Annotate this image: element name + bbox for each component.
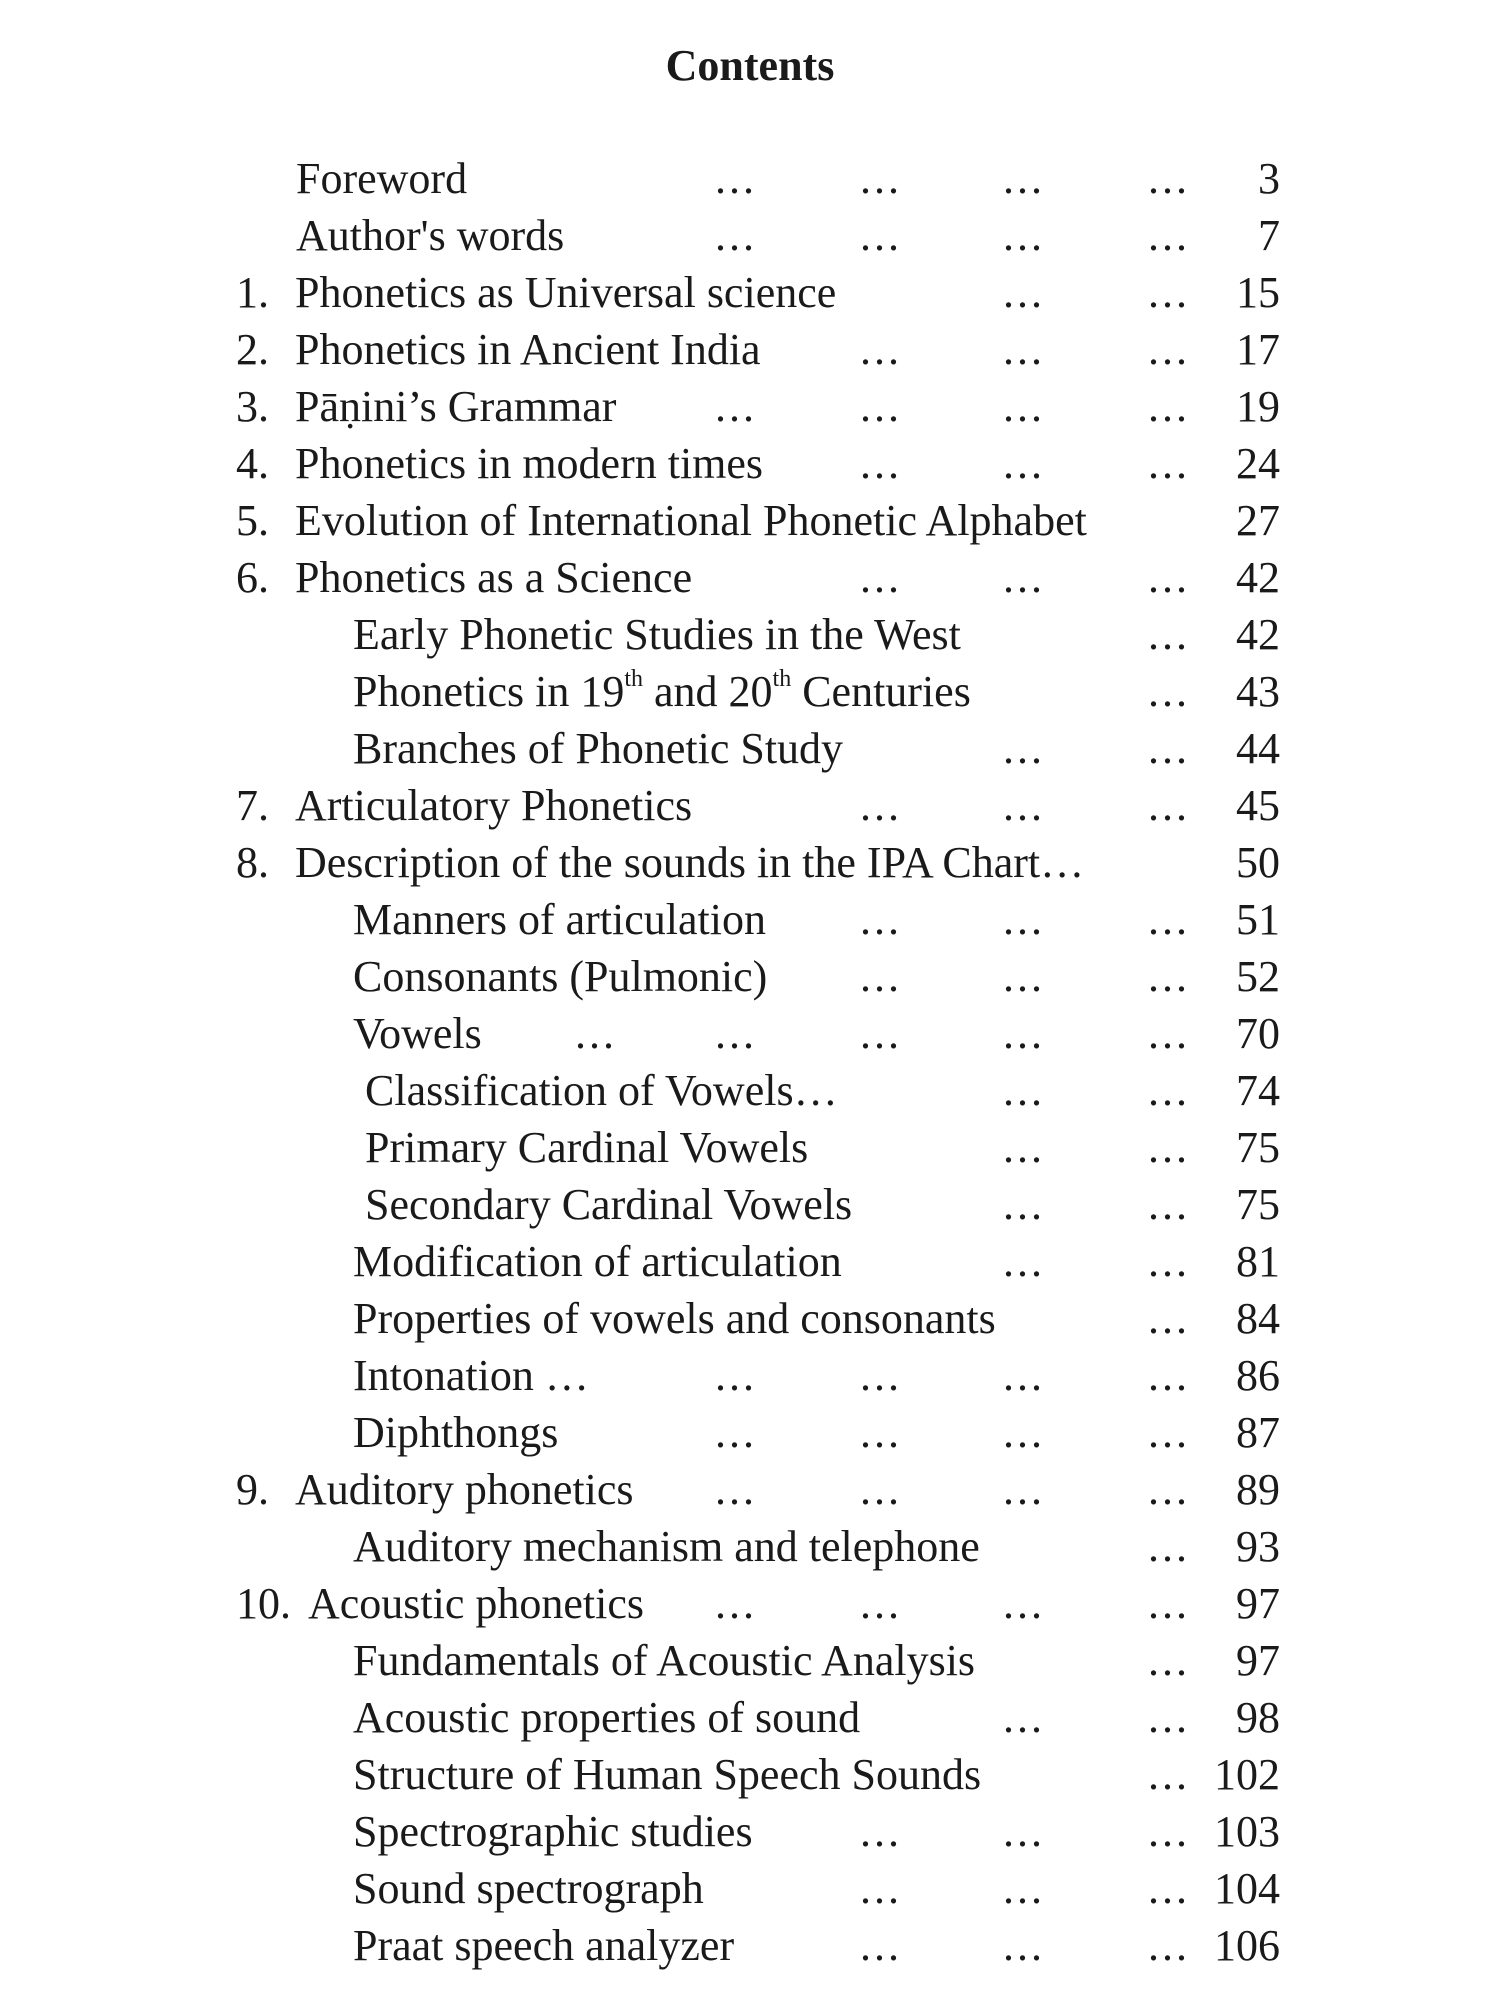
toc-entry-title: Branches of Phonetic Study <box>353 724 844 773</box>
dot-leader: ... <box>1003 1009 1045 1058</box>
dot-leader: ... <box>860 154 902 203</box>
toc-entry <box>0 1062 1500 1119</box>
dot-leader: ... <box>1148 1066 1190 1115</box>
toc-entry-title: Intonation … <box>353 1351 589 1400</box>
toc-entry-page: 70 <box>1236 1009 1280 1058</box>
toc-entry-page: 97 <box>1236 1579 1280 1628</box>
toc-entry-title: Phonetics as Universal science <box>295 268 837 317</box>
dot-leader: ... <box>1003 154 1045 203</box>
toc-entry <box>0 321 1500 378</box>
dot-leader: ... <box>1148 1237 1190 1286</box>
dot-leader: ... <box>1003 382 1045 431</box>
dot-leader: ... <box>1148 382 1190 431</box>
toc-entry <box>0 549 1500 606</box>
dot-leader: ... <box>715 1465 757 1514</box>
dot-leader: ... <box>860 553 902 602</box>
toc-entry <box>0 1632 1500 1689</box>
dot-leader: ... <box>1148 1123 1190 1172</box>
toc-entry-title: Structure of Human Speech Sounds <box>353 1750 982 1799</box>
toc-entry-page: 7 <box>1258 211 1280 260</box>
toc-entry-title: Phonetics in Ancient India <box>295 325 761 374</box>
toc-entry-title: Phonetics in modern times <box>295 439 764 488</box>
toc-entry-number: 6. <box>236 553 269 602</box>
dot-leader: ... <box>1148 1636 1190 1685</box>
toc-entry-title: Modification of articulation <box>353 1237 842 1286</box>
dot-leader: ... <box>860 1408 902 1457</box>
toc-entry-title: Sound spectrograph <box>353 1864 704 1913</box>
dot-leader: ... <box>1003 724 1045 773</box>
dot-leader: ... <box>1148 268 1190 317</box>
toc-entry-title: Vowels <box>353 1009 482 1058</box>
toc-entry <box>0 891 1500 948</box>
dot-leader: ... <box>1003 1408 1045 1457</box>
toc-entry-page: 84 <box>1236 1294 1280 1343</box>
toc-entry-title: Phonetics as a Science <box>295 553 693 602</box>
toc-entry-number: 7. <box>236 781 269 830</box>
dot-leader: ... <box>1003 268 1045 317</box>
toc-entry-page: 51 <box>1236 895 1280 944</box>
toc-entry <box>0 1860 1500 1917</box>
dot-leader: ... <box>715 382 757 431</box>
toc-entry-number: 1. <box>236 268 269 317</box>
toc-entry-title: Properties of vowels and consonants <box>353 1294 996 1343</box>
toc-entry <box>0 1176 1500 1233</box>
toc-entry <box>0 1461 1500 1518</box>
dot-leader: ... <box>1148 1579 1190 1628</box>
dot-leader: ... <box>715 211 757 260</box>
dot-leader: ... <box>1003 1693 1045 1742</box>
dot-leader: ... <box>1148 1522 1190 1571</box>
toc-entry-page: 81 <box>1236 1237 1280 1286</box>
dot-leader: ... <box>1003 1180 1045 1229</box>
dot-leader: ... <box>1003 1351 1045 1400</box>
toc-entry-page: 3 <box>1258 154 1280 203</box>
dot-leader: ... <box>1148 1009 1190 1058</box>
toc-entry-title: Description of the sounds in the IPA Chart… <box>295 838 1085 887</box>
dot-leader: ... <box>1003 553 1045 602</box>
toc-entry <box>0 834 1500 891</box>
toc-entry-number: 2. <box>236 325 269 374</box>
dot-leader: ... <box>860 1351 902 1400</box>
dot-leader: ... <box>860 895 902 944</box>
dot-leader: ... <box>1148 1750 1190 1799</box>
toc-entry-page: 52 <box>1236 952 1280 1001</box>
toc-entry <box>0 1290 1500 1347</box>
toc-entry-page: 19 <box>1236 382 1280 431</box>
toc-entry <box>0 1575 1500 1632</box>
dot-leader: ... <box>1003 1066 1045 1115</box>
toc-entry-number: 10. <box>236 1579 291 1628</box>
page-title: Contents <box>665 41 835 90</box>
toc-entry-title: Spectrographic studies <box>353 1807 753 1856</box>
toc-entry <box>0 663 1500 720</box>
dot-leader: ... <box>1003 1237 1045 1286</box>
dot-leader: ... <box>1148 211 1190 260</box>
toc-entry-page: 97 <box>1236 1636 1280 1685</box>
dot-leader: ... <box>860 1921 902 1970</box>
toc-entry-page: 104 <box>1214 1864 1280 1913</box>
toc-entry <box>0 150 1500 207</box>
toc-entry-title: Early Phonetic Studies in the West <box>353 610 961 659</box>
toc-entry <box>0 492 1500 549</box>
toc-entry-title: Articulatory Phonetics <box>295 781 693 830</box>
toc-entry-title: Pāṇini’s Grammar <box>295 382 617 431</box>
toc-entry-title: Diphthongs <box>353 1408 559 1457</box>
toc-list <box>0 150 1500 1980</box>
toc-entry-page: 15 <box>1236 268 1280 317</box>
dot-leader: ... <box>860 211 902 260</box>
toc-entry-title: Manners of articulation <box>353 895 766 944</box>
toc-entry-title: Classification of Vowels… <box>365 1066 838 1115</box>
toc-entry <box>0 1233 1500 1290</box>
dot-leader: ... <box>715 1009 757 1058</box>
toc-entry-page: 42 <box>1236 553 1280 602</box>
toc-entry <box>0 948 1500 1005</box>
toc-entry-title: Fundamentals of Acoustic Analysis <box>353 1636 976 1685</box>
toc-entry-page: 43 <box>1236 667 1280 716</box>
dot-leader: ... <box>1148 781 1190 830</box>
dot-leader: ... <box>1148 724 1190 773</box>
toc-entry <box>0 720 1500 777</box>
dot-leader: ... <box>860 1465 902 1514</box>
dot-leader: ... <box>860 952 902 1001</box>
dot-leader: ... <box>1148 154 1190 203</box>
dot-leader: ... <box>1148 952 1190 1001</box>
toc-entry-title: Auditory mechanism and telephone <box>353 1522 980 1571</box>
dot-leader: ... <box>860 325 902 374</box>
dot-leader: ... <box>1148 1693 1190 1742</box>
dot-leader: ... <box>1003 1864 1045 1913</box>
dot-leader: ... <box>1148 1408 1190 1457</box>
toc-entry-page: 87 <box>1236 1408 1280 1457</box>
toc-entry <box>0 1518 1500 1575</box>
dot-leader: ... <box>1148 1294 1190 1343</box>
toc-entry-title: Foreword <box>296 154 468 203</box>
dot-leader: ... <box>1148 1864 1190 1913</box>
toc-entry-title: Evolution of International Phonetic Alphabet <box>295 496 1087 545</box>
toc-entry <box>0 1404 1500 1461</box>
dot-leader: ... <box>860 1864 902 1913</box>
dot-leader: ... <box>1003 781 1045 830</box>
toc-entry-number: 9. <box>236 1465 269 1514</box>
toc-entry-title: Phonetics in 19th and 20th Centuries <box>353 666 971 716</box>
dot-leader: ... <box>715 154 757 203</box>
toc-entry <box>0 264 1500 321</box>
toc-entry-page: 93 <box>1236 1522 1280 1571</box>
toc-entry <box>0 1746 1500 1803</box>
dot-leader: ... <box>1148 1180 1190 1229</box>
toc-entry <box>0 378 1500 435</box>
toc-entry-page: 75 <box>1236 1123 1280 1172</box>
toc-entry-page: 75 <box>1236 1180 1280 1229</box>
toc-entry-title: Author's words <box>296 211 565 260</box>
dot-leader: ... <box>1003 1465 1045 1514</box>
toc-entry <box>0 1917 1500 1974</box>
toc-entry-page: 98 <box>1236 1693 1280 1742</box>
toc-entry <box>0 1347 1500 1404</box>
toc-entry-page: 106 <box>1214 1921 1280 1970</box>
dot-leader: ... <box>715 1351 757 1400</box>
dot-leader: ... <box>1148 553 1190 602</box>
toc-entry-page: 27 <box>1236 496 1280 545</box>
toc-entry-title: Acoustic phonetics <box>308 1579 645 1628</box>
toc-entry-title: Primary Cardinal Vowels <box>365 1123 809 1172</box>
toc-entry-page: 86 <box>1236 1351 1280 1400</box>
toc-entry-number: 4. <box>236 439 269 488</box>
toc-entry <box>0 435 1500 492</box>
dot-leader: ... <box>1148 667 1190 716</box>
toc-entry <box>0 1689 1500 1746</box>
dot-leader: ... <box>715 1408 757 1457</box>
toc-entry-page: 74 <box>1236 1066 1280 1115</box>
toc-entry <box>0 777 1500 834</box>
dot-leader: ... <box>1003 439 1045 488</box>
dot-leader: ... <box>1003 1123 1045 1172</box>
toc-entry-page: 17 <box>1236 325 1280 374</box>
toc-entry-page: 103 <box>1214 1807 1280 1856</box>
dot-leader: ... <box>1148 1807 1190 1856</box>
toc-entry-number: 8. <box>236 838 269 887</box>
dot-leader: ... <box>860 382 902 431</box>
dot-leader: ... <box>860 1807 902 1856</box>
dot-leader: ... <box>715 1579 757 1628</box>
toc-entry-page: 24 <box>1236 439 1280 488</box>
toc-entry <box>0 1119 1500 1176</box>
toc-entry <box>0 207 1500 264</box>
dot-leader: ... <box>575 1009 617 1058</box>
dot-leader: ... <box>1003 895 1045 944</box>
toc-entry-number: 3. <box>236 382 269 431</box>
dot-leader: ... <box>1148 610 1190 659</box>
dot-leader: ... <box>1003 325 1045 374</box>
dot-leader: ... <box>1148 1921 1190 1970</box>
dot-leader: ... <box>860 1009 902 1058</box>
dot-leader: ... <box>860 439 902 488</box>
dot-leader: ... <box>860 781 902 830</box>
toc-entry-page: 50 <box>1236 838 1280 887</box>
dot-leader: ... <box>1003 952 1045 1001</box>
toc-entry-page: 42 <box>1236 610 1280 659</box>
toc-entry-title: Consonants (Pulmonic) <box>353 952 768 1001</box>
toc-entry-page: 89 <box>1236 1465 1280 1514</box>
dot-leader: ... <box>1148 325 1190 374</box>
toc-entry-title: Auditory phonetics <box>295 1465 634 1514</box>
dot-leader: ... <box>1148 1351 1190 1400</box>
dot-leader: ... <box>1003 1579 1045 1628</box>
dot-leader: ... <box>1003 1807 1045 1856</box>
toc-entry-title: Praat speech analyzer <box>353 1921 735 1970</box>
toc-entry-title: Secondary Cardinal Vowels <box>365 1180 853 1229</box>
dot-leader: ... <box>860 1579 902 1628</box>
toc-entry-page: 102 <box>1214 1750 1280 1799</box>
dot-leader: ... <box>1003 1921 1045 1970</box>
toc-entry-page: 44 <box>1236 724 1280 773</box>
dot-leader: ... <box>1148 439 1190 488</box>
toc-entry <box>0 606 1500 663</box>
toc-entry-title: Acoustic properties of sound <box>353 1693 861 1742</box>
toc-entry <box>0 1803 1500 1860</box>
dot-leader: ... <box>1003 211 1045 260</box>
toc-entry-number: 5. <box>236 496 269 545</box>
toc-entry <box>0 1005 1500 1062</box>
dot-leader: ... <box>1148 895 1190 944</box>
toc-entry-page: 45 <box>1236 781 1280 830</box>
dot-leader: ... <box>1148 1465 1190 1514</box>
